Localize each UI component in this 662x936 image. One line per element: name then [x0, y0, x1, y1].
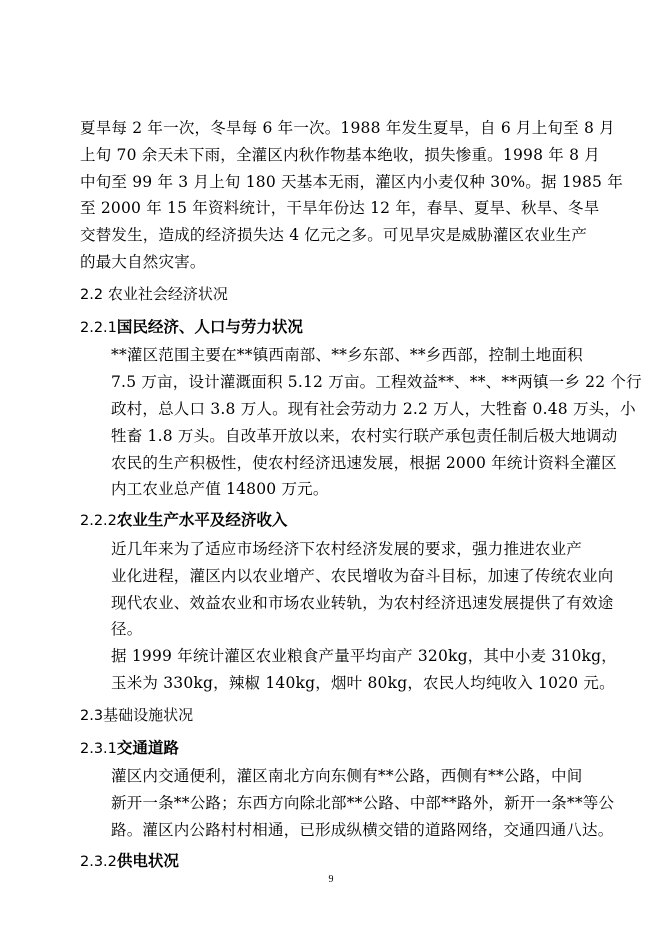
section-title: 国民经济、人口与劳力状况 [116, 317, 303, 336]
section-heading-2-3-2 [80, 848, 580, 876]
text-line: 内工农业总产值 14800 万元。 [111, 480, 329, 499]
text-line: 近几年来为了适应市场经济下农村经济发展的要求，强力推进农业产 [111, 539, 583, 558]
text-line: 灌区内交通便利，灌区南北方向东侧有**公路，西侧有**公路，中间 [111, 767, 583, 786]
economy-population-paragraph [80, 342, 642, 503]
income-paragraph [80, 643, 617, 697]
text-line: 至 2000 年 15 年资料统计，干旱年份达 12 年，春旱、夏旱、秋旱、冬旱 [80, 199, 600, 218]
text-line: 路。灌区内公路村村相通，已形成纵横交错的道路网络，交通四通八达。 [111, 820, 614, 839]
drought-paragraph [80, 115, 623, 276]
text-line: 径。 [111, 620, 143, 639]
text-line: 政村，总人口 3.8 万人。现有社会劳动力 2.2 万人，大牲畜 0.48 万头，小 [111, 399, 636, 418]
section-number: 2.2 [80, 286, 104, 303]
text-line: 夏旱每 2 年一次，冬旱每 6 年一次。1988 年发生夏旱，自 6 月上旬至 8 月 [80, 119, 615, 137]
text-line: 玉米为 330kg，辣椒 140kg，烟叶 80kg，农民人均纯收入 1020 元。 [111, 673, 615, 692]
section-title: 交通道路 [116, 738, 179, 757]
text-line: 的最大自然灾害。 [80, 252, 206, 271]
text-line: 上旬 70 余天未下雨，全灌区内秋作物基本绝收，损失惨重。1998 年 8 月 [80, 145, 600, 164]
section-title: 供电状况 [116, 851, 179, 870]
section-heading-2-3-1 [80, 735, 580, 763]
text-line: 中旬至 99 年 3 月上旬 180 天基本无雨，灌区内小麦仅种 30%。据 1985 年 [80, 172, 623, 191]
text-line: 据 1999 年统计灌区农业粮食产量平均亩产 320kg，其中小麦 310kg， [111, 647, 617, 666]
section-number: 2.3.1 [80, 740, 117, 757]
section-number: 2.2.1 [80, 319, 117, 336]
section-number: 2.3 [80, 707, 104, 724]
text-line: 农民的生产积极性，使农村经济迅速发展，根据 2000 年统计资料全灌区 [111, 453, 617, 472]
text-line: 7.5 万亩，设计灌溉面积 5.12 万亩。工程效益**、**、**两镇一乡 22 个行 [111, 373, 642, 392]
text-line: **灌区范围主要在**镇西南部、**乡东部、**乡西部，控制土地面积 [111, 346, 583, 365]
production-paragraph [80, 536, 614, 643]
section-heading-2-2-2 [80, 507, 580, 535]
text-line: 业化进程，灌区内以农业增产、农民增收为奋斗目标，加速了传统农业向 [111, 566, 614, 585]
section-title: 农业生产水平及经济收入 [116, 511, 288, 530]
section-number: 2.3.2 [80, 853, 117, 870]
section-title: 基础设施状况 [103, 705, 194, 724]
page-number: 9 [328, 874, 334, 885]
section-number: 2.2.2 [80, 513, 117, 530]
text-line: 牲畜 1.8 万头。自改革开放以来，农村实行联产承包责任制后极大地调动 [111, 426, 618, 445]
text-line: 新开一条**公路；东西方向除北部**公路、中部**路外，新开一条**等公 [111, 794, 615, 813]
transport-paragraph [80, 763, 615, 843]
section-heading-2-2 [80, 281, 580, 309]
page-content [80, 115, 642, 877]
text-line: 现代农业、效益农业和市场农业转轨，为农村经济迅速发展提供了有效途 [111, 593, 614, 612]
section-heading-2-2-1 [80, 314, 580, 342]
section-heading-2-3 [80, 702, 580, 730]
text-line: 交替发生，造成的经济损失达 4 亿元之多。可见旱灾是威胁灌区农业生产 [80, 226, 588, 245]
section-title: 农业社会经济状况 [107, 284, 228, 303]
